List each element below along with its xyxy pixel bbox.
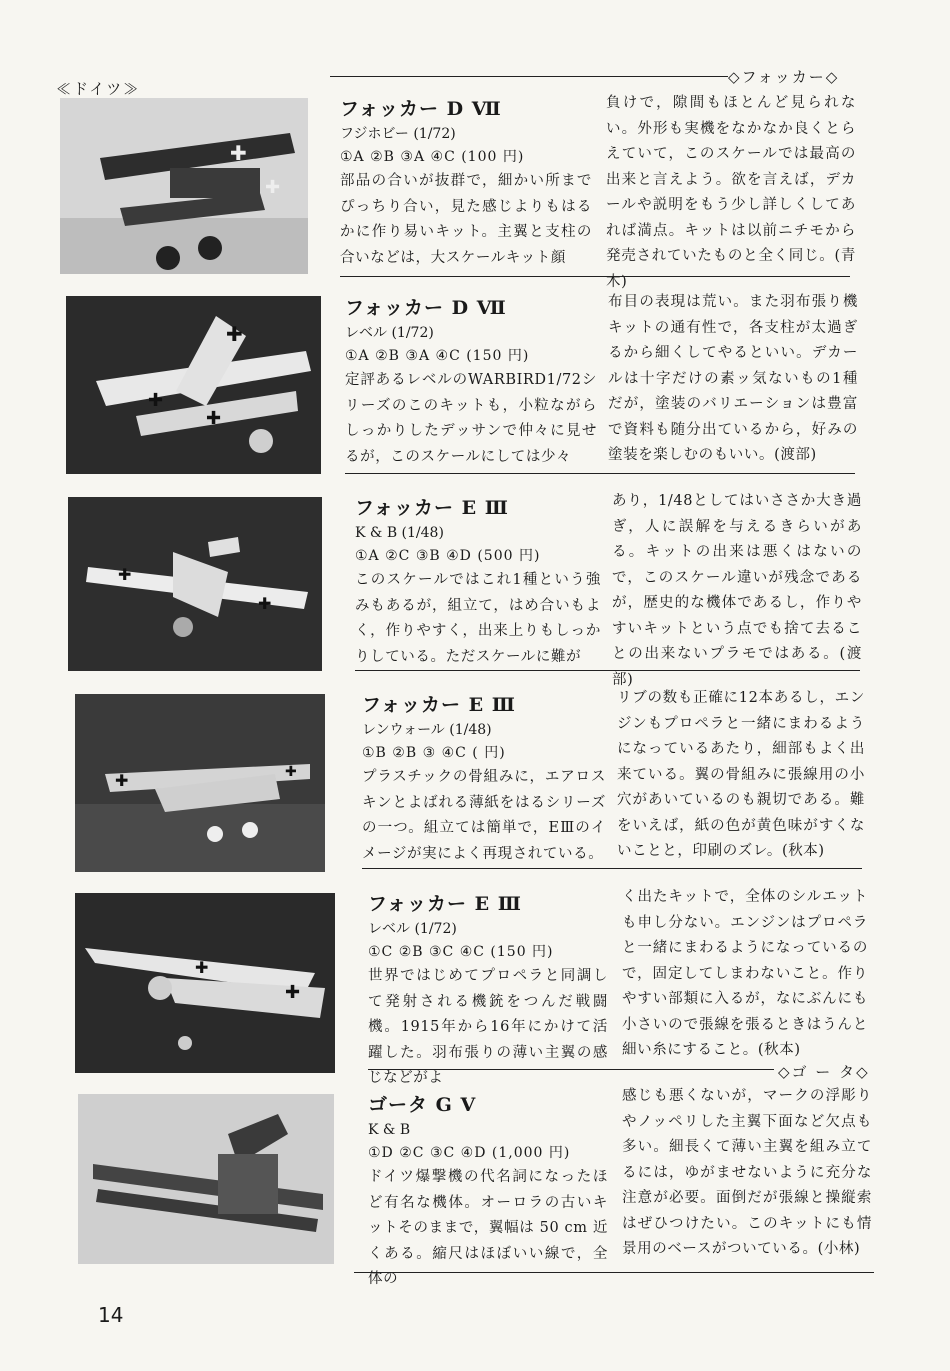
review-text-left: 世界ではじめてプロペラと同調して発射される機銃をつんだ戦闘機。1915年から16年にかけて活躍した。羽布張りの薄い主翼の感じなどがよ: [368, 968, 608, 1086]
kit-maker: K & B: [368, 1122, 411, 1138]
svg-text:✚: ✚: [195, 958, 209, 977]
kit-title: フォッカー D Ⅶ: [340, 98, 502, 120]
svg-text:✚: ✚: [206, 408, 222, 429]
review-5: [368, 892, 608, 1092]
review-1: [340, 97, 592, 271]
kit-maker: レンウォール (1/48): [362, 722, 492, 738]
review-2-text-right: 布目の表現は荒い。また羽布張り機キットの通有性で，各支柱が太過ぎるから細くしてやるといい。デカールは十字だけの素ッ気ないもの1種だが，塗装のバリエーションは豊富で資料も随分出ているから，好みの塗装を楽しむのもいい。(渡部): [608, 294, 858, 463]
divider: [340, 276, 850, 277]
review-text-left: このスケールではこれ1種という強みもあるが，組立て，はめ合いもよく，作りやすく，出来上りもしっかりしている。ただスケールに難が: [355, 572, 601, 665]
kit-maker: レベル (1/72): [368, 921, 457, 937]
kit-ratings: ①D ②C ③C ④D (1,000 円): [368, 1145, 571, 1161]
kit-maker: レベル (1/72): [345, 325, 434, 341]
review-text-left: 部品の合いが抜群で，細かい所までぴっちり合い，見た感じよりもはるかに作り易いキット。主翼と支柱の合いなどは，大スケールキット顔: [340, 173, 592, 266]
review-6-text-right: 感じも悪くないが，マークの浮彫りやノッペリした主翼下面など欠点も多い。細長くて薄い主翼を組み立てるには，ゆがませないように充分な注意が必要。面倒だが張線と操縦索はぜひつけたい。このキットにも情景用のベースがついている。(小林): [622, 1088, 872, 1257]
kit-title: ゴータ G Ⅴ: [368, 1094, 477, 1116]
kit-title: フォッカー E Ⅲ: [362, 694, 516, 716]
kit-photo-5: [75, 893, 335, 1073]
divider: [354, 1272, 874, 1273]
section-label-fokker: ◇フォッカー◇: [728, 68, 840, 86]
svg-text:✚: ✚: [285, 764, 297, 780]
divider: [368, 1069, 774, 1070]
svg-text:✚: ✚: [258, 594, 272, 613]
svg-text:✚: ✚: [265, 177, 281, 198]
review-text-left: プラスチックの骨組みに，エアロスキンとよばれる薄紙をはるシリーズの一つ。組立ては簡単で，EⅢのイメージが実によく再現されている。: [362, 769, 606, 862]
divider: [362, 868, 862, 869]
svg-text:✚: ✚: [285, 982, 301, 1003]
kit-photo-6: [78, 1094, 334, 1264]
kit-ratings: ①B ②B ③ ④C ( 円): [362, 745, 506, 761]
kit-title: フォッカー D Ⅶ: [345, 297, 507, 319]
kit-ratings: ①A ②B ③A ④C (100 円): [340, 149, 525, 165]
review-4: [362, 693, 606, 867]
page-number: 14: [98, 1303, 124, 1327]
svg-text:✚: ✚: [118, 565, 132, 584]
svg-text:✚: ✚: [148, 390, 164, 411]
svg-text:✚: ✚: [115, 771, 129, 790]
divider: [355, 670, 860, 671]
review-text-left: 定評あるレベルのWARBIRD1/72シリーズのこのキットも，小粒ながらしっかりしたデッサンで仲々に見せるが，このスケールにしては少々: [345, 372, 597, 465]
section-label-germany: ≪ドイツ≫: [56, 80, 141, 98]
review-6: [368, 1093, 608, 1293]
review-4-text-right: リブの数も正確に12本あるし，エンジンもプロペラと一緒にまわるようになっているあたり，細部もよく出来ている。翼の骨組みに張線用の小穴があいているのも親切である。難をいえば，紙の色が黄色味がすくないことと，印刷のズレ。(秋本): [617, 690, 865, 859]
kit-photo-2: [66, 296, 321, 474]
header-rule: [330, 76, 728, 77]
review-2: [345, 296, 597, 470]
kit-photo-1: [60, 98, 308, 274]
svg-text:✚: ✚: [230, 141, 247, 165]
kit-maker: フジホビー (1/72): [340, 126, 456, 142]
review-5-text-right: く出たキットで，全体のシルエットも申し分ない。エンジンはプロペラと一緒にまわるようになっているので，固定してしまわないこと。作りやすい部類に入るが，なにぶんにも小さいので張線を張るときはうんと細い糸にすること。(秋本): [622, 889, 868, 1058]
kit-photo-3: [68, 497, 322, 671]
kit-title: フォッカー E Ⅲ: [368, 893, 522, 915]
svg-text:✚: ✚: [226, 322, 243, 346]
divider: [345, 473, 855, 474]
review-3-text-right: あり，1/48としてはいささか大き過ぎ，人に誤解を与えるきらいがある。キットの出来は悪くはないので，このスケール違いが残念であるが，歴史的な機体であるし，作りやすいキットという点でも捨て去ることの出来ないプラモではある。(渡部): [612, 493, 862, 688]
kit-maker: K & B (1/48): [355, 525, 444, 541]
kit-ratings: ①A ②C ③B ④D (500 円): [355, 548, 541, 564]
kit-photo-4: [75, 694, 325, 872]
section-label-gotha: ◇ゴ ー タ◇: [778, 1063, 870, 1081]
kit-ratings: ①C ②B ③C ④C (150 円): [368, 944, 554, 960]
review-3: [355, 496, 601, 670]
review-text-left: ドイツ爆撃機の代名詞になったほど有名な機体。オーロラの古いキットそのままで，翼幅は 50 cm 近くある。縮尺はほぼいい線で，全体の: [368, 1169, 608, 1287]
kit-ratings: ①A ②B ③A ④C (150 円): [345, 348, 530, 364]
review-1-text-right: 負けで，隙間もほとんど見られない。外形も実機をなかなか良くとらえていて，このスケールでは最高の出来と言えよう。欲を言えば，デカールや説明をもう少し詳しくしてあれば満点。キットは以前ニチモから発売されていたものと全く同じ。(青木): [606, 95, 856, 290]
kit-title: フォッカー E Ⅲ: [355, 497, 509, 519]
